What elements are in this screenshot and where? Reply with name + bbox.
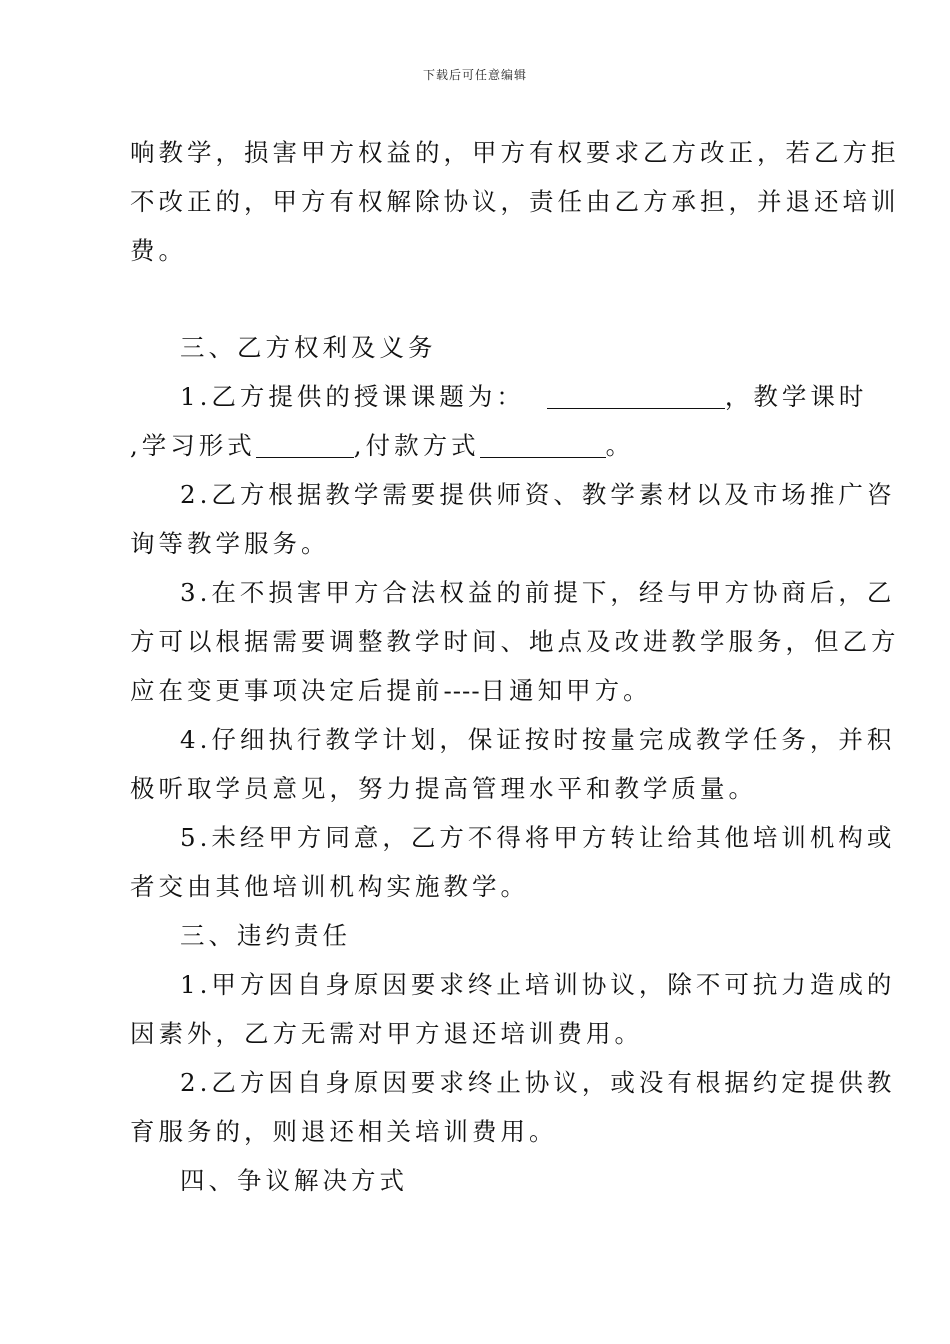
page-header: 下载后可任意编辑 bbox=[422, 68, 527, 82]
item-1-text-b: ，教学课时 bbox=[724, 382, 868, 411]
paragraph-line: 响教学，损害甲方权益的，甲方有权要求乙方改正，若乙方拒 bbox=[130, 138, 900, 167]
section-title-rights-obligations: 三、乙方权利及义务 bbox=[180, 333, 437, 362]
item-2-line-2: 询等教学服务。 bbox=[130, 529, 330, 558]
learning-form-blank[interactable] bbox=[256, 427, 354, 458]
notice-days-blank[interactable]: ---- bbox=[443, 676, 481, 705]
breach-1-line-1: 1.甲方因自身原因要求终止培训协议，除不可抗力造成的 bbox=[180, 970, 896, 999]
section-title-dispute: 四、争议解决方式 bbox=[180, 1166, 408, 1195]
item-4-line-2: 极听取学员意见，努力提高管理水平和教学质量。 bbox=[130, 774, 757, 803]
payment-method-label: ,付款方式 bbox=[353, 431, 480, 460]
item-5-line-2: 者交由其他培训机构实施教学。 bbox=[130, 872, 529, 901]
paragraph-line: 费。 bbox=[130, 236, 187, 265]
course-topic-blank[interactable] bbox=[547, 378, 725, 409]
item-3-line-3 bbox=[130, 666, 830, 715]
item-3-text-b: 日通知甲方。 bbox=[480, 676, 652, 705]
payment-method-blank[interactable] bbox=[480, 427, 606, 458]
item-3-line-2: 方可以根据需要调整教学时间、地点及改进教学服务，但乙方 bbox=[130, 627, 900, 656]
item-1-text-a: 1.乙方提供的授课课题为： bbox=[180, 382, 525, 411]
breach-1-line-2: 因素外，乙方无需对甲方退还培训费用。 bbox=[130, 1019, 643, 1048]
item-1-line-2 bbox=[130, 421, 830, 470]
item-1-end: 。 bbox=[605, 431, 635, 460]
paragraph-line: 不改正的，甲方有权解除协议，责任由乙方承担，并退还培训 bbox=[130, 187, 900, 216]
item-4-line-1: 4.仔细执行教学计划，保证按时按量完成教学任务，并积 bbox=[180, 725, 896, 754]
item-5-line-1: 5.未经甲方同意，乙方不得将甲方转让给其他培训机构或 bbox=[180, 823, 896, 852]
item-1-line-1 bbox=[130, 372, 868, 421]
item-2-line-1: 2.乙方根据教学需要提供师资、教学素材以及市场推广咨 bbox=[180, 480, 896, 509]
item-3-line-1: 3.在不损害甲方合法权益的前提下，经与甲方协商后，乙 bbox=[180, 578, 896, 607]
section-title-breach: 三、违约责任 bbox=[180, 921, 351, 950]
breach-2-line-1: 2.乙方因自身原因要求终止协议，或没有根据约定提供教 bbox=[180, 1068, 896, 1097]
spacer bbox=[130, 275, 830, 323]
learning-form-label: ,学习形式 bbox=[130, 431, 256, 460]
item-3-text-a: 应在变更事项决定后提前 bbox=[130, 676, 444, 705]
document-body bbox=[130, 128, 900, 1205]
breach-2-line-2: 育服务的，则退还相关培训费用。 bbox=[130, 1117, 558, 1146]
